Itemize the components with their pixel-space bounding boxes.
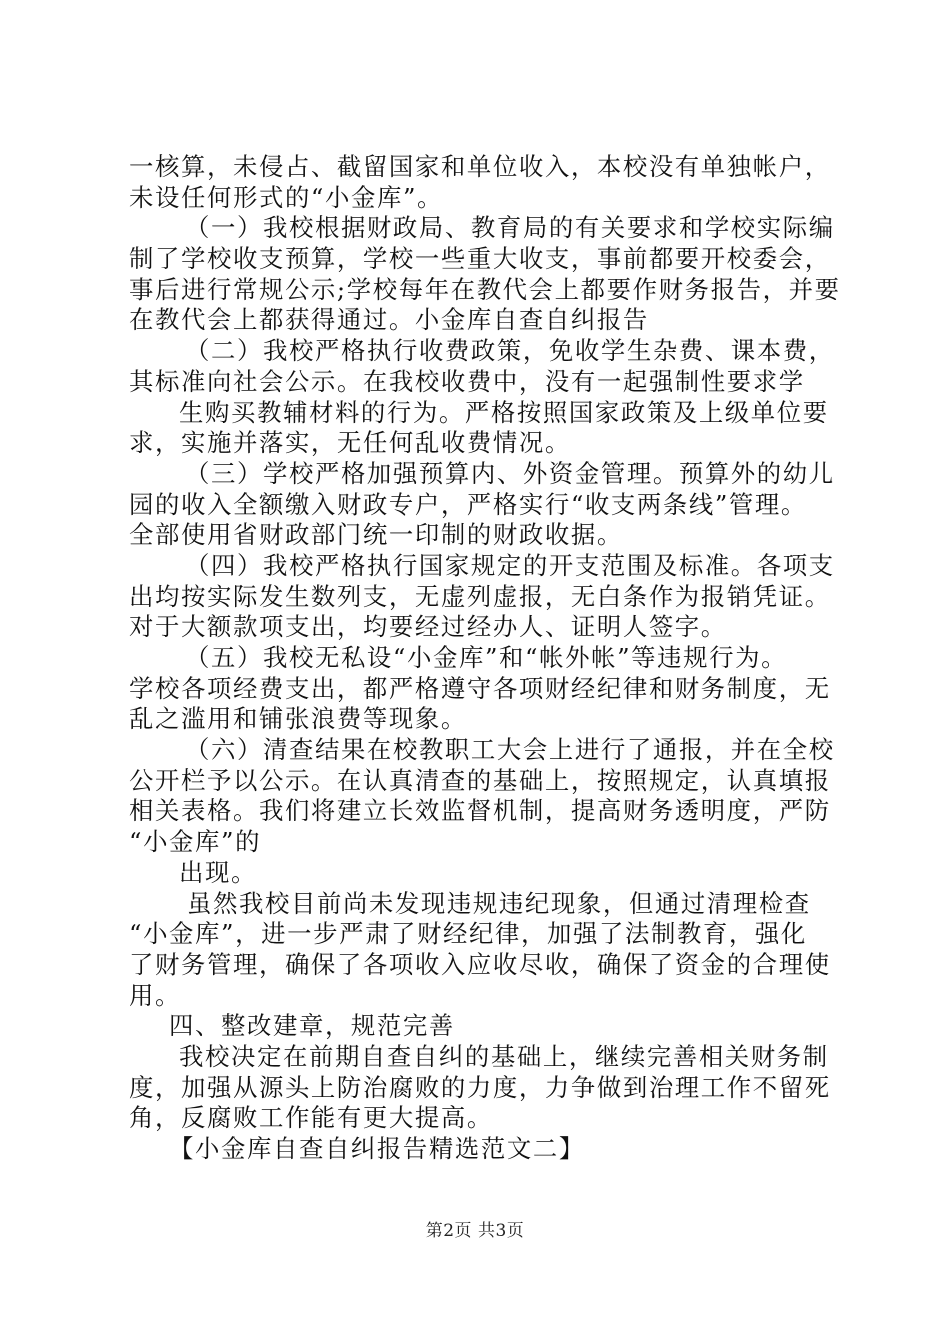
text-line: 事后进行常规公示;学校每年在教代会上都要作财务报告，并要 (129, 274, 841, 304)
text-line: 制了学校收支预算，学校一些重大收支，事前都要开校委会， (129, 244, 831, 274)
page-number-footer: 第2页 共3页 (425, 1221, 525, 1241)
text-line: 生购买教辅材料的行为。严格按照国家政策及上级单位要 (179, 397, 829, 427)
text-line: 乱之滥用和铺张浪费等现象。 (129, 704, 467, 734)
text-line: 一核算，未侵占、截留国家和单位收入，本校没有单独帐户， (129, 152, 831, 181)
paragraph-five-start: （五）我校无私设“小金库”和“帐外帐”等违规行为。 (185, 643, 788, 672)
text-line: “小金库”的 (129, 827, 262, 857)
paragraph-four-start: （四）我校严格执行国家规定的开支范围及标准。各项支 (185, 550, 835, 580)
paragraph-six-start: （六）清查结果在校教职工大会上进行了通报，并在全校 (185, 735, 835, 765)
final-paragraph-start: 我校决定在前期自查自纠的基础上，继续完善相关财务制 (179, 1041, 829, 1071)
text-line: 其标准向社会公示。在我校收费中，没有一起强制性要求学 (129, 366, 805, 396)
next-article-title: 【小金库自查自纠报告精选范文二】 (169, 1134, 585, 1163)
text-line: 对于大额款项支出，均要经过经办人、证明人签字。 (129, 612, 727, 642)
text-line: 全部使用省财政部门统一印制的财政收据。 (129, 520, 623, 550)
text-line: 用。 (129, 980, 181, 1010)
text-line: 出现。 (179, 857, 257, 887)
text-line: 公开栏予以公示。在认真清查的基础上，按照规定，认真填报 (129, 765, 831, 795)
text-line: 学校各项经费支出，都严格遵守各项财经纪律和财务制度，无 (129, 673, 831, 703)
section-heading: 四、整改建章，规范完善 (169, 1011, 455, 1041)
conclusion-paragraph-start: 虽然我校目前尚未发现违规违纪现象，但通过清理检查 (187, 888, 811, 918)
text-line: 了财务管理，确保了各项收入应收尽收，确保了资金的合理使 (129, 949, 831, 979)
text-line: 角，反腐败工作能有更大提高。 (129, 1103, 493, 1133)
text-line: “小金库”，进一步严肃了财经纪律，加强了法制教育，强化 (129, 919, 807, 949)
text-line: 度，加强从源头上防治腐败的力度，力争做到治理工作不留死 (129, 1072, 831, 1102)
text-line: 求，实施并落实，无任何乱收费情况。 (129, 428, 571, 458)
paragraph-three-start: （三）学校严格加强预算内、外资金管理。预算外的幼儿 (185, 458, 835, 488)
text-line: 园的收入全额缴入财政专户，严格实行“收支两条线”管理。 (129, 489, 807, 519)
text-line: 未设任何形式的“小金库”。 (129, 182, 444, 212)
document-body (129, 152, 841, 1165)
text-line: 在教代会上都获得通过。小金库自查自纠报告 (129, 305, 649, 335)
paragraph-one-start: （一）我校根据财政局、教育局的有关要求和学校实际编 (185, 213, 835, 243)
text-line: 相关表格。我们将建立长效监督机制，提高财务透明度，严防 (129, 796, 831, 826)
text-line: 出均按实际发生数列支，无虚列虚报，无白条作为报销凭证。 (129, 581, 831, 611)
paragraph-two-start: （二）我校严格执行收费政策，免收学生杂费、课本费， (185, 336, 835, 366)
